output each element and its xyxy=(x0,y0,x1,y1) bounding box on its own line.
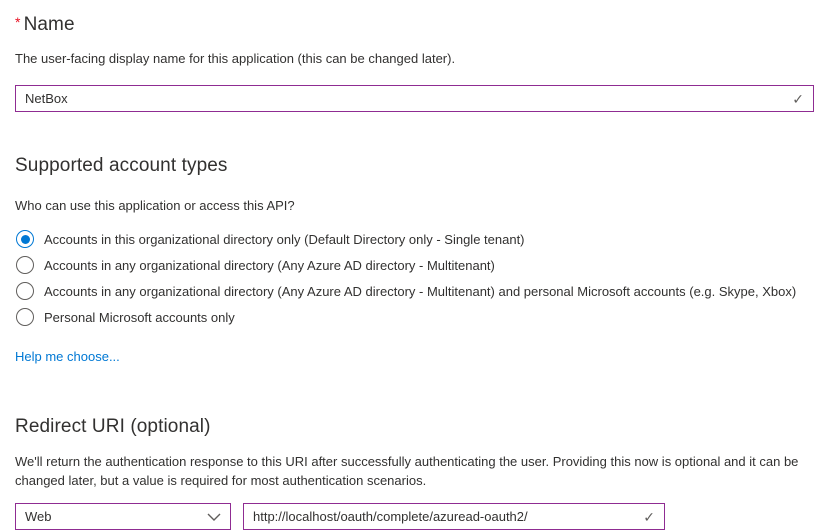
radio-button[interactable] xyxy=(16,282,34,300)
required-asterisk: * xyxy=(15,14,21,30)
account-types-radio-group xyxy=(15,226,814,330)
name-heading-label: Name xyxy=(23,14,75,35)
chevron-down-icon xyxy=(207,513,221,521)
radio-button[interactable] xyxy=(16,308,34,326)
redirect-uri-input[interactable] xyxy=(244,504,643,529)
name-input-container xyxy=(15,85,814,112)
redirect-uri-description: We'll return the authentication response to this URI after successfully authenticating the user. Providing this now is optional and it can be changed later, but a value is required for most authentication scenarios. xyxy=(15,454,799,488)
valid-checkmark-icon: ✓ xyxy=(643,508,655,525)
radio-option-label: Accounts in any organizational directory (Any Azure AD directory - Multitenant) xyxy=(44,257,495,273)
radio-option-label: Personal Microsoft accounts only xyxy=(44,309,235,325)
help-me-choose-link[interactable]: Help me choose... xyxy=(15,349,120,364)
name-section-heading xyxy=(15,14,814,36)
radio-button[interactable] xyxy=(16,230,34,248)
radio-option-label: Accounts in any organizational directory (Any Azure AD directory - Multitenant) and personal Microsoft accounts (e.g. Skype, Xbox) xyxy=(44,283,797,299)
radio-button[interactable] xyxy=(16,256,34,274)
redirect-uri-input-container xyxy=(243,503,665,530)
name-input[interactable] xyxy=(16,86,792,111)
platform-selected-value: Web xyxy=(25,509,52,524)
radio-option-multitenant-personal[interactable] xyxy=(15,278,814,304)
redirect-uri-row xyxy=(15,503,814,530)
radio-option-single-tenant[interactable] xyxy=(15,226,814,252)
radio-option-multitenant[interactable] xyxy=(15,252,814,278)
valid-checkmark-icon: ✓ xyxy=(792,90,804,107)
name-description: The user-facing display name for this application (this can be changed later). xyxy=(15,51,456,66)
radio-option-personal-only[interactable] xyxy=(15,304,814,330)
redirect-uri-heading: Redirect URI (optional) xyxy=(15,416,211,437)
account-types-heading: Supported account types xyxy=(15,155,228,176)
account-types-question: Who can use this application or access this API? xyxy=(15,198,295,213)
radio-option-label: Accounts in this organizational directory only (Default Directory only - Single tenant) xyxy=(44,231,525,247)
platform-select-dropdown[interactable] xyxy=(15,503,231,530)
